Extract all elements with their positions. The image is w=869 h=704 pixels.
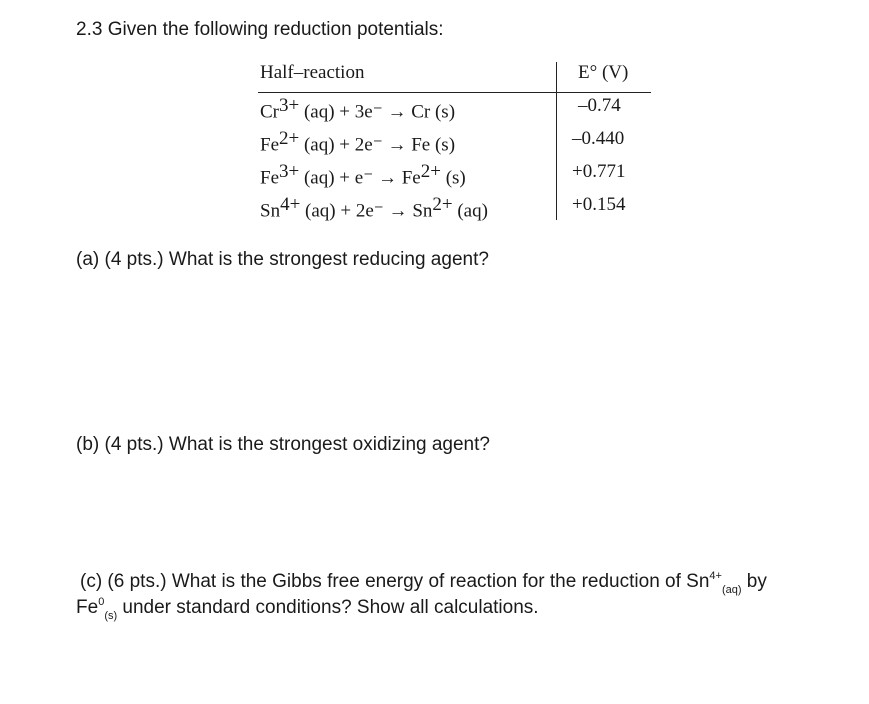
- half-reaction: Sn4+ (aq) + 2e⁻ → Sn2+ (aq): [260, 194, 488, 222]
- table-row: [258, 161, 651, 191]
- question-title: 2.3 Given the following reduction potentials:: [76, 19, 444, 40]
- part-c-question-line1: (c) (6 pts.) What is the Gibbs free energy of reaction for the reduction of $Sn^{4+}_{(aq)}$ by: [80, 570, 767, 596]
- half-reaction: Fe3+ (aq) + e⁻ → Fe2+ (s): [260, 161, 466, 189]
- table-row: [258, 194, 651, 224]
- half-reaction: Fe2+ (aq) + 2e⁻ → Fe (s): [260, 128, 456, 156]
- header-rule: [258, 92, 651, 93]
- potential-value: +0.771: [572, 161, 626, 182]
- potential-value: –0.440: [572, 128, 625, 149]
- potential-value: –0.74: [578, 95, 621, 116]
- header-potential: E° (V): [578, 62, 629, 83]
- table-row: [258, 95, 651, 125]
- part-b-question: (b) (4 pts.) What is the strongest oxidizing agent?: [76, 434, 490, 455]
- table-row: [258, 128, 651, 158]
- header-half-reaction: Half–reaction: [260, 62, 365, 83]
- half-reaction: Cr3+ (aq) + 3e⁻ → Cr (s): [260, 95, 456, 123]
- part-c-question-line2: $Fe^0_{(s)}$ under standard conditions? Show all calculations.: [76, 596, 539, 622]
- part-a-question: (a) (4 pts.) What is the strongest reducing agent?: [76, 249, 489, 270]
- potential-value: +0.154: [572, 194, 626, 215]
